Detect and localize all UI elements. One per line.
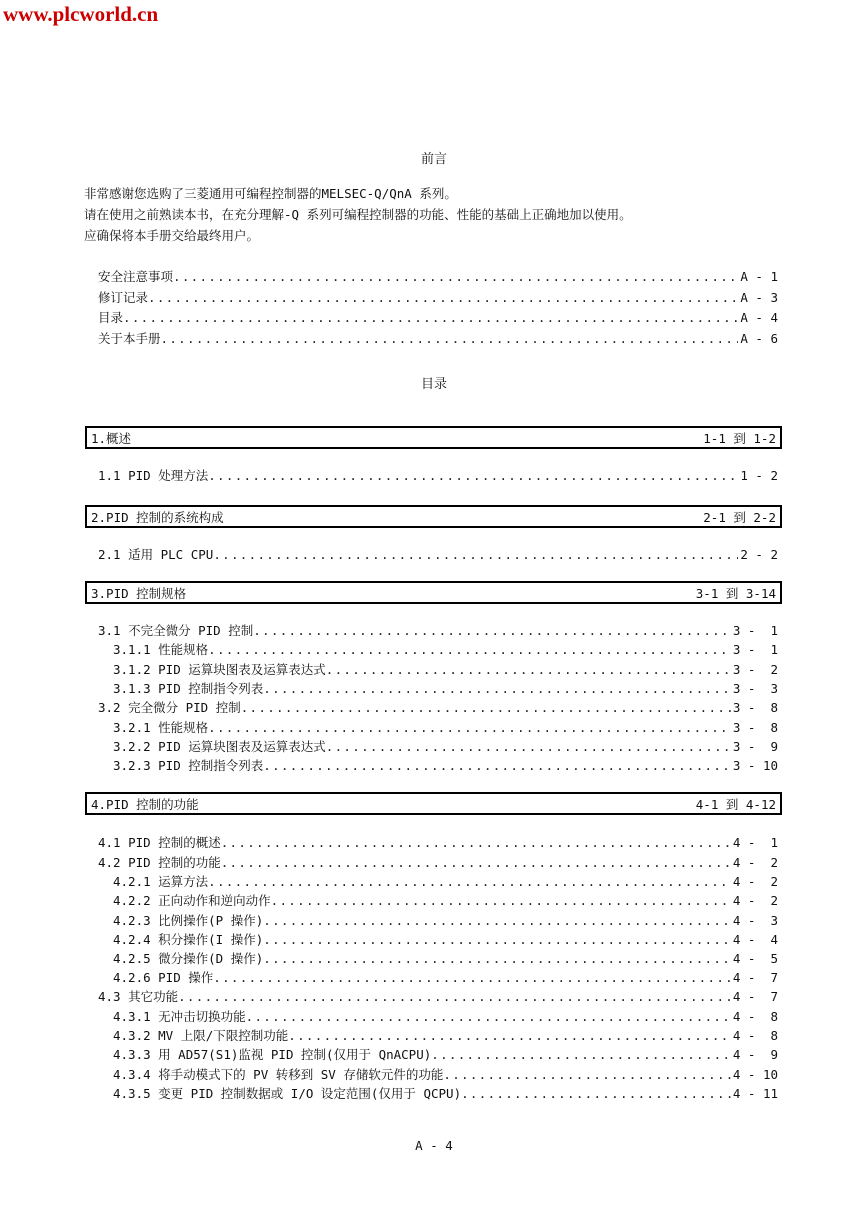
chapter-title: 4.PID 控制的功能	[91, 796, 199, 812]
toc-section[interactable]	[98, 545, 778, 565]
toc-subsection[interactable]	[113, 968, 778, 988]
preface-line: 请在使用之前熟读本书，在充分理解-Q 系列可编程控制器的功能、性能的基础上正确地加以使用。	[84, 207, 632, 222]
toc-entry-page: 4 - 8	[732, 1028, 778, 1043]
toc-entry-label: 4.2.4 积分操作(I 操作)	[113, 932, 264, 947]
toc-entry-page: 1 - 2	[740, 468, 778, 483]
chapter-header[interactable]	[85, 792, 782, 815]
toc-entry-label: 4.3.4 将手动模式下的 PV 转移到 SV 存储软元件的功能	[113, 1067, 444, 1082]
preface-title: 前言	[420, 152, 447, 167]
toc-entry-page: A - 4	[740, 310, 778, 325]
toc-leader-dots	[271, 891, 731, 911]
toc-entry-label: 4.2.2 正向动作和逆向动作	[113, 893, 271, 908]
toc-entry-page: 3 - 10	[732, 758, 778, 773]
toc-entry-page: 3 - 9	[732, 739, 778, 754]
toc-entry-label: 3.1.1 性能规格	[113, 642, 209, 657]
toc-subsection[interactable]	[113, 1026, 778, 1046]
toc-section[interactable]	[98, 853, 778, 873]
toc-entry-page: 2 - 2	[740, 547, 778, 562]
toc-entry-page: 4 - 9	[732, 1047, 778, 1062]
toc-subsection[interactable]	[113, 1045, 778, 1065]
toc-entry-label: 4.3 其它功能	[98, 989, 179, 1004]
toc-entry-page: 3 - 2	[732, 662, 778, 677]
toc-entry-label: 4.3.2 MV 上限/下限控制功能	[113, 1028, 289, 1043]
chapter-header[interactable]	[85, 505, 782, 528]
toc-entry-page: 3 - 8	[732, 720, 778, 735]
toc-leader-dots	[326, 660, 731, 680]
toc-entry-page: A - 6	[740, 331, 778, 346]
toc-entry-label: 关于本手册	[98, 331, 161, 346]
toc-leader-dots	[221, 833, 731, 853]
toc-entry-label: 3.2.2 PID 运算块图表及运算表达式	[113, 739, 326, 754]
toc-entry-label: 3.2 完全微分 PID 控制	[98, 700, 241, 715]
toc-entry-label: 4.2 PID 控制的功能	[98, 855, 221, 870]
chapter-header[interactable]	[85, 426, 782, 449]
chapter-title: 3.PID 控制规格	[91, 585, 187, 601]
toc-entry-page: 4 - 7	[732, 989, 778, 1004]
toc-entry-label: 4.2.1 运算方法	[113, 874, 209, 889]
toc-leader-dots	[208, 872, 731, 892]
toc-leader-dots	[263, 679, 731, 699]
toc-leader-dots	[443, 1065, 730, 1085]
toc-entry-label: 3.1.2 PID 运算块图表及运算表达式	[113, 662, 326, 677]
toc-leader-dots	[288, 1026, 731, 1046]
front-toc-item[interactable]	[98, 308, 778, 328]
toc-leader-dots	[263, 911, 731, 931]
toc-entry-page: 4 - 7	[732, 970, 778, 985]
toc-entry-page: 3 - 8	[732, 700, 778, 715]
chapter-page-range: 2-1 到 2-2	[703, 509, 776, 525]
toc-leader-dots	[208, 466, 738, 486]
toc-subsection[interactable]	[113, 949, 778, 969]
toc-section[interactable]	[98, 621, 778, 641]
toc-subsection[interactable]	[113, 1065, 778, 1085]
toc-entry-label: 4.3.5 变更 PID 控制数据或 I/O 设定范围(仅用于 QCPU)	[113, 1086, 462, 1101]
toc-entry-label: 4.2.6 PID 操作	[113, 970, 214, 985]
toc-subsection[interactable]	[113, 679, 778, 699]
toc-leader-dots	[263, 949, 731, 969]
toc-leader-dots	[123, 308, 738, 328]
toc-entry-label: 1.1 PID 处理方法	[98, 468, 209, 483]
toc-entry-page: 3 - 1	[732, 642, 778, 657]
toc-leader-dots	[253, 621, 731, 641]
toc-section[interactable]	[98, 698, 778, 718]
toc-entry-label: 4.1 PID 控制的概述	[98, 835, 221, 850]
toc-entry-label: 修订记录	[98, 290, 149, 305]
toc-entry-page: 3 - 3	[732, 681, 778, 696]
toc-leader-dots	[208, 718, 731, 738]
toc-leader-dots	[246, 1007, 731, 1027]
toc-entry-label: 2.1 适用 PLC CPU	[98, 547, 214, 562]
toc-entry-page: 4 - 3	[732, 913, 778, 928]
watermark: www.plcworld.cn	[3, 2, 159, 26]
toc-subsection[interactable]	[113, 737, 778, 757]
toc-subsection[interactable]	[113, 1007, 778, 1027]
toc-leader-dots	[326, 737, 731, 757]
toc-leader-dots	[173, 267, 738, 287]
chapter-header[interactable]	[85, 581, 782, 604]
toc-entry-label: 3.1 不完全微分 PID 控制	[98, 623, 254, 638]
toc-leader-dots	[221, 853, 731, 873]
toc-subsection[interactable]	[113, 660, 778, 680]
toc-leader-dots	[178, 987, 731, 1007]
toc-entry-page: 3 - 1	[732, 623, 778, 638]
toc-subsection[interactable]	[113, 872, 778, 892]
toc-leader-dots	[241, 698, 731, 718]
preface-line: 非常感谢您选购了三菱通用可编程控制器的MELSEC-Q/QnA 系列。	[84, 186, 457, 201]
toc-entry-label: 4.2.3 比例操作(P 操作)	[113, 913, 264, 928]
toc-entry-page: 4 - 2	[732, 855, 778, 870]
toc-entry-page: 4 - 2	[732, 874, 778, 889]
toc-entry-label: 3.2.1 性能规格	[113, 720, 209, 735]
chapter-page-range: 1-1 到 1-2	[703, 430, 776, 446]
toc-subsection[interactable]	[113, 756, 778, 776]
chapter-page-range: 3-1 到 3-14	[695, 585, 776, 601]
contents-title: 目录	[420, 377, 447, 392]
preface-line: 应确保将本手册交给最终用户。	[84, 228, 260, 243]
toc-subsection[interactable]	[113, 1084, 778, 1104]
toc-leader-dots	[208, 640, 731, 660]
front-toc-item[interactable]	[98, 288, 778, 308]
toc-entry-label: 目录	[98, 310, 124, 325]
toc-section[interactable]	[98, 466, 778, 486]
toc-leader-dots	[161, 329, 739, 349]
toc-subsection[interactable]	[113, 911, 778, 931]
front-toc-item[interactable]	[98, 329, 778, 349]
toc-entry-page: 4 - 4	[732, 932, 778, 947]
toc-subsection[interactable]	[113, 930, 778, 950]
toc-entry-page: 4 - 5	[732, 951, 778, 966]
toc-leader-dots	[213, 545, 738, 565]
toc-entry-label: 4.3.1 无冲击切换功能	[113, 1009, 246, 1024]
toc-entry-label: 4.2.5 微分操作(D 操作)	[113, 951, 264, 966]
page-number: A - 4	[415, 1138, 453, 1153]
toc-entry-label: 3.2.3 PID 控制指令列表	[113, 758, 264, 773]
chapter-title: 2.PID 控制的系统构成	[91, 509, 224, 525]
toc-leader-dots	[263, 930, 731, 950]
preface-intro	[84, 183, 632, 246]
toc-leader-dots	[213, 968, 731, 988]
chapter-title: 1.概述	[91, 430, 132, 446]
toc-entry-page: A - 1	[740, 269, 778, 284]
chapter-page-range: 4-1 到 4-12	[695, 796, 776, 812]
toc-leader-dots	[461, 1084, 731, 1104]
toc-section[interactable]	[98, 987, 778, 1007]
toc-entry-label: 安全注意事项	[98, 269, 174, 284]
toc-entry-label: 4.3.3 用 AD57(S1)监视 PID 控制(仅用于 QnACPU)	[113, 1047, 432, 1062]
toc-entry-page: 4 - 11	[732, 1086, 778, 1101]
toc-subsection[interactable]	[113, 718, 778, 738]
toc-leader-dots	[263, 756, 731, 776]
toc-entry-page: A - 3	[740, 290, 778, 305]
toc-subsection[interactable]	[113, 640, 778, 660]
toc-entry-page: 4 - 10	[732, 1067, 778, 1082]
toc-subsection[interactable]	[113, 891, 778, 911]
front-toc-item[interactable]	[98, 267, 778, 287]
toc-entry-page: 4 - 1	[732, 835, 778, 850]
toc-leader-dots	[148, 288, 738, 308]
toc-leader-dots	[431, 1045, 731, 1065]
toc-entry-label: 3.1.3 PID 控制指令列表	[113, 681, 264, 696]
toc-entry-page: 4 - 2	[732, 893, 778, 908]
toc-section[interactable]	[98, 833, 778, 853]
toc-entry-page: 4 - 8	[732, 1009, 778, 1024]
